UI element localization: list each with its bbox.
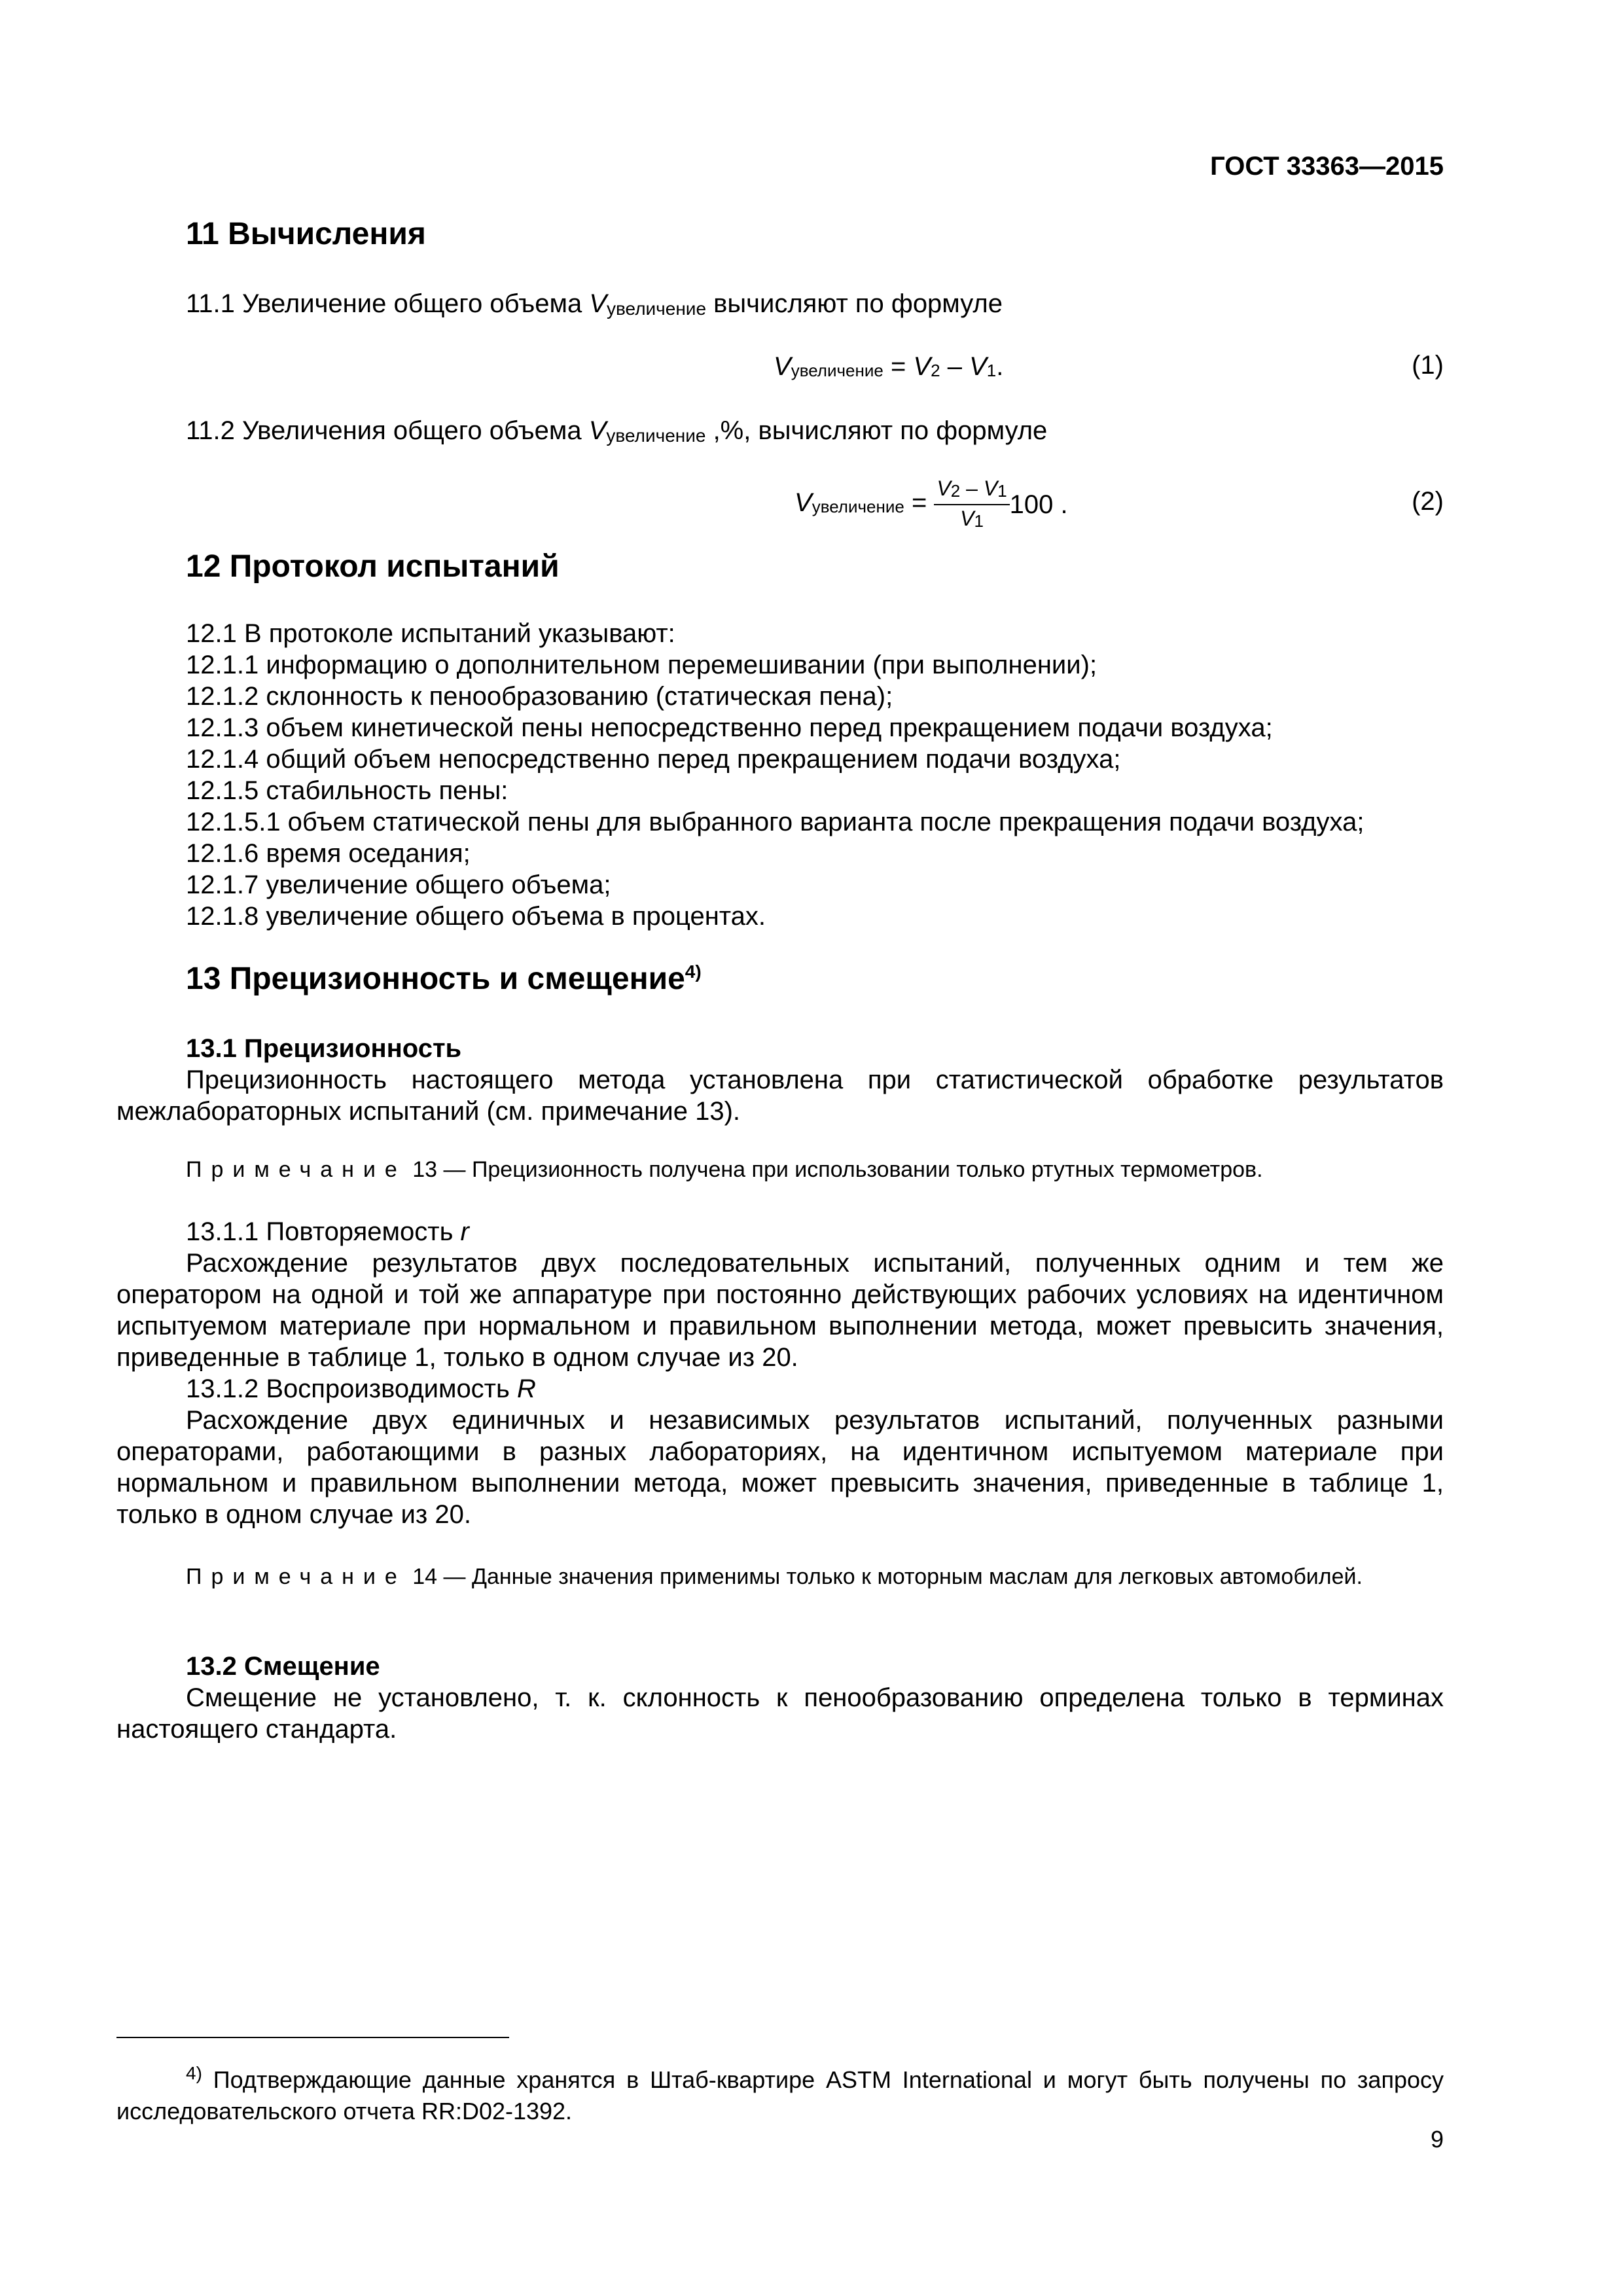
list-item: 12.1.1 информацию о дополнительном перемешивании (при выполнении);: [186, 651, 1097, 679]
subsection-13-1-title: 13.1 Прецизионность: [186, 1034, 462, 1063]
equation-1: $V_{увеличение} = V_2 - V_1$.: [774, 352, 1004, 381]
footnote-ref: 4): [685, 961, 702, 982]
list-item: 12.1.3 объем кинетической пены непосредственно перед прекращением подачи воздуха;: [186, 713, 1273, 742]
fraction: $\frac{V_2 - V_1}{V_1}$: [934, 475, 1009, 534]
list-item: 12.1.2 склонность к пенообразованию (статическая пена);: [186, 682, 893, 711]
para-11-2: 11.2 Увеличения общего объема $V_{увеличение}$ ,%, вычисляют по формуле: [186, 416, 1048, 446]
para-11-1: 11.1 Увеличение общего объема $V_{увеличение}$ вычисляют по формуле: [186, 289, 1003, 319]
subsection-13-2-title: 13.2 Смещение: [186, 1652, 380, 1681]
section-13-title: 13 Прецизионность и смещение$^{4)}$: [186, 961, 702, 996]
note-13: Примечание 13 — Прецизионность получена при использовании только ртутных термометров.: [186, 1157, 1263, 1182]
list-item: 12.1.5.1 объем статической пены для выбранного варианта после прекращения подачи воздуха;: [186, 808, 1364, 836]
document-number: ГОСТ 33363—2015: [1210, 152, 1444, 181]
para-13-2: Смещение не установлено, т. к. склонность к пенообразованию определена только в терминах настоящего стандарта.: [116, 1683, 1444, 1744]
subsection-13-1-1-title: 13.1.1 Повторяемость r: [186, 1217, 469, 1246]
equation-2: $V_{увеличение}$ = $\frac{V_2 - V_1}{V_1}$ 100 .: [794, 475, 1068, 534]
footnote-4: $^{4)}$ Подтверждающие данные хранятся в Штаб-квартире ASTM International и могут быть получены по запросу исследовательского отчета RR:D02-1392.: [116, 2063, 1444, 2125]
subsection-13-1-2-title: 13.1.2 Воспроизводимость R: [186, 1374, 536, 1403]
list-item: 12.1.4 общий объем непосредственно перед прекращением подачи воздуха;: [186, 745, 1121, 774]
list-item: 12.1.7 увеличение общего объема;: [186, 870, 611, 899]
para-13-1-1: Расхождение результатов двух последовательных испытаний, полученных одним и тем же оператором на одной и той же аппаратуре при постоянно действующих рабочих условиях на идентичном испытуемом материале при нормальном и правильном выполнении метода, может превысить значения, приведенные в таблице 1, только в одном случае из 20.: [116, 1249, 1444, 1372]
list-item: 12.1.6 время оседания;: [186, 839, 471, 868]
list-item: 12.1.5 стабильность пены:: [186, 776, 508, 805]
footnote-separator: [116, 2037, 509, 2038]
list-item: 12.1 В протоколе испытаний указывают:: [186, 619, 675, 648]
note-14: Примечание 14 — Данные значения применимы только к моторным маслам для легковых автомобилей.: [186, 1564, 1363, 1589]
para-13-1: Прецизионность настоящего метода установлена при статистической обработке результатов межлабораторных испытаний (см. примечание 13).: [116, 1066, 1444, 1126]
protocol-list: [186, 618, 1364, 932]
equation-1-number: (1): [1412, 351, 1444, 380]
equation-2-number: (2): [1412, 487, 1444, 516]
para-13-1-2: Расхождение двух единичных и независимых результатов испытаний, полученных разными операторами, работающими в разных лабораториях, на идентичном испытуемом материале при нормальном и правильном выполнении метода, может превысить значения, приведенные в таблице 1, только в одном случае из 20.: [116, 1406, 1444, 1529]
page-number: 9: [1430, 2126, 1444, 2153]
section-11-title: 11 Вычисления: [186, 217, 426, 251]
section-12-title: 12 Протокол испытаний: [186, 549, 560, 584]
list-item: 12.1.8 увеличение общего объема в процентах.: [186, 902, 766, 931]
